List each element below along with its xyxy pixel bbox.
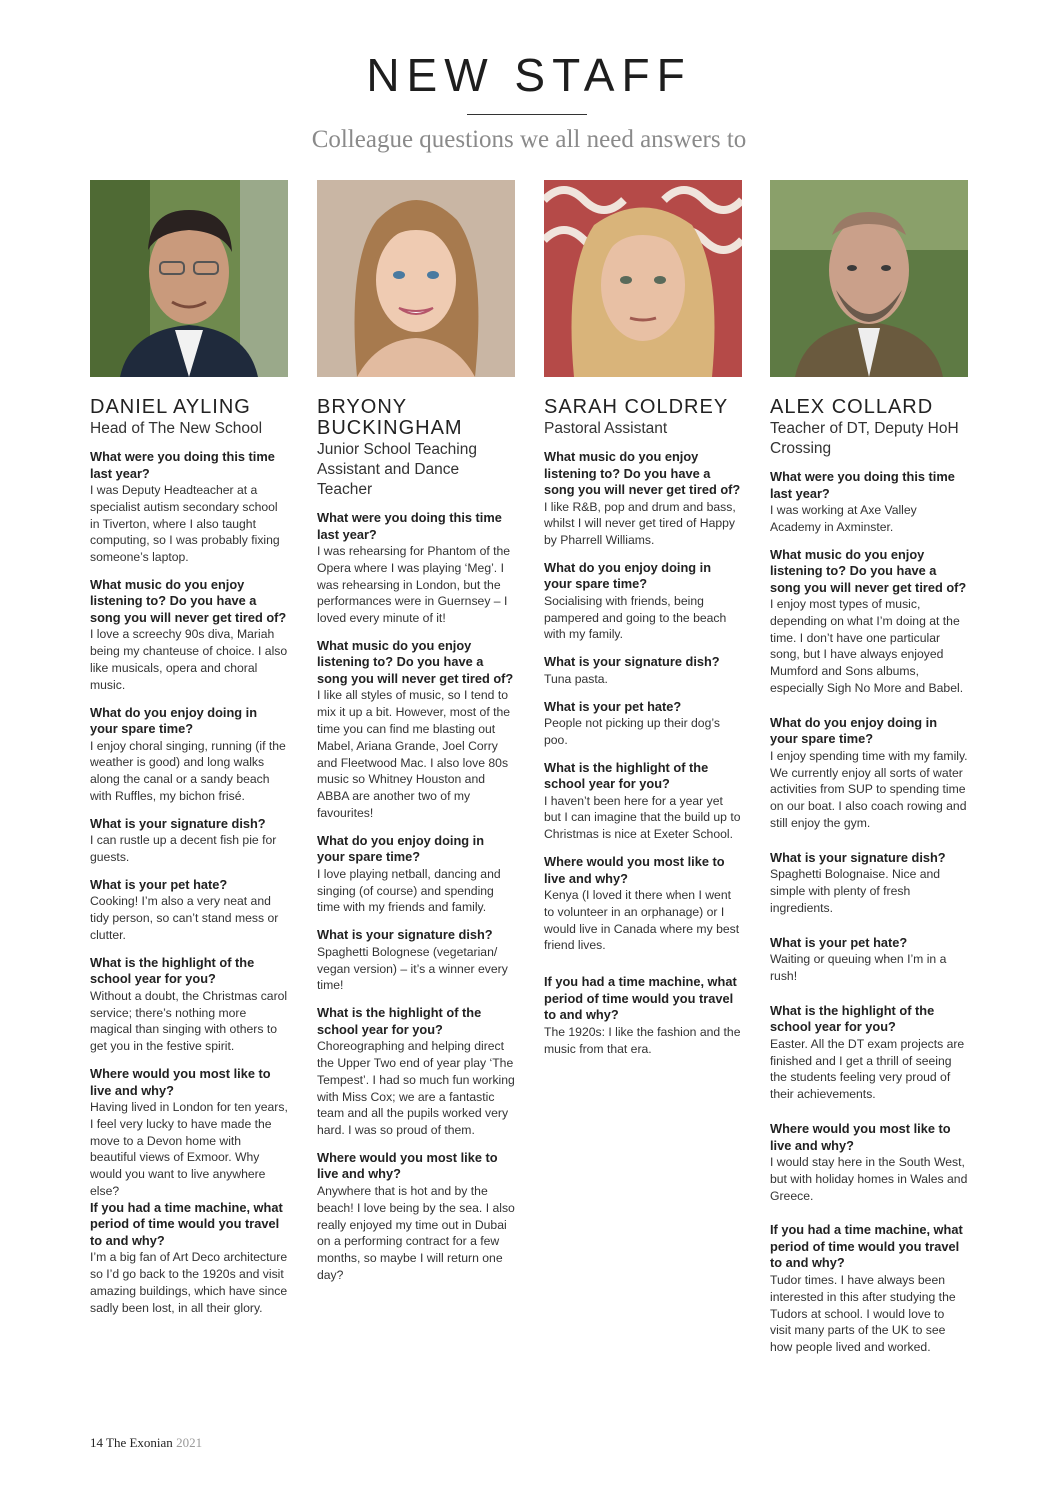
- question: What do you enjoy doing in your spare time?: [544, 559, 712, 592]
- answer: Anywhere that is hot and by the beach! I love being by the sea. I also really enjoyed my time out in Dubai on a performing contract for a few months, so maybe I will return one day?: [317, 1183, 515, 1282]
- qa-item: [317, 833, 515, 916]
- staff-profile: [317, 180, 515, 1295]
- question: What is the highlight of the school year for you?: [770, 1002, 935, 1035]
- answer: Easter. All the DT exam projects are finished and I get a thrill of seeing the students feeling very proud of their achievements.: [770, 1036, 965, 1102]
- question: What music do you enjoy listening to? Do you have a song you will never get tired of?: [317, 637, 514, 686]
- qa-item: [770, 469, 968, 536]
- qa-item: [90, 816, 288, 866]
- staff-profile: [770, 180, 968, 1367]
- qa-item: [544, 449, 742, 549]
- answer: Having lived in London for ten years, I feel very lucky to have made the move to a Devon home with beautiful views of Exmoor. Why would you want to live anywhere else?: [90, 1100, 288, 1199]
- staff-profile: [544, 180, 742, 1068]
- question: What is the highlight of the school year for you?: [544, 759, 709, 792]
- answer: Socialising with friends, being pampered and going to the beach with my family.: [544, 593, 727, 642]
- question: What is your signature dish?: [770, 849, 946, 865]
- question: What is your signature dish?: [544, 654, 720, 670]
- qa-item: [544, 560, 742, 643]
- answer: Without a doubt, the Christmas carol service; there’s nothing more magical than singing with others to get you in the festive spirit.: [90, 988, 288, 1054]
- qa-item: [317, 927, 515, 994]
- qa-item: [770, 547, 968, 697]
- qa-item: [770, 850, 968, 917]
- staff-role: Pastoral Assistant: [544, 420, 668, 437]
- question: What music do you enjoy listening to? Do you have a song you will never get tired of?: [544, 449, 741, 497]
- answer: I’m a big fan of Art Deco architecture so I’d go back to the 1920s and visit amazing buildings, which have since sadly been lost, in all their glory.: [90, 1250, 288, 1315]
- staff-name: SARAH COLDREY: [544, 396, 729, 418]
- answer: I enjoy most types of music, depending on what I’m doing at the time. I don’t have one particular song, but I have always enjoyed Mumford and Sons albums, especially Sigh No More and Babel.: [770, 597, 964, 696]
- page-footer: [90, 1435, 202, 1451]
- answer: Kenya (I loved it there when I went to volunteer in an orphanage) or I would live in Canada where my best friend lives.: [544, 888, 740, 953]
- answer: Cooking! I’m also a very neat and tidy person, so can’t stand mess or clutter.: [90, 894, 279, 943]
- answer: I would stay here in the South West, but with holiday homes in Wales and Greece.: [770, 1155, 968, 1203]
- staff-photo: [544, 180, 742, 377]
- page-subtitle: Colleague questions we all need answers to: [311, 126, 747, 153]
- staff-name: BRYONY BUCKINGHAM: [317, 396, 463, 439]
- question: What is your signature dish?: [317, 927, 493, 943]
- question: What do you enjoy doing in your spare time?: [770, 714, 938, 747]
- publication-name: The Exonian: [106, 1435, 173, 1450]
- answer: I like all styles of music, so I tend to mix it up a bit. However, most of the time you can find me blasting out Mabel, Ariana Grande, Joel Corry and Fleetwood Mac. I also love 80s music so Whitney Houston and ABBA are another two of my favourites!: [317, 688, 511, 821]
- qa-item: [770, 1121, 968, 1204]
- qa-item: [317, 510, 515, 627]
- question: If you had a time machine, what period of time would you travel to and why?: [90, 1199, 283, 1248]
- question: What were you doing this time last year?: [317, 510, 502, 542]
- staff-role: Junior School Teaching Assistant and Dance Teacher: [317, 441, 477, 498]
- qa-item: [317, 1150, 515, 1284]
- answer: I like R&B, pop and drum and bass, whilst I will never get tired of Happy by Pharrell Williams.: [544, 499, 736, 548]
- answer: I was working at Axe Valley Academy in Axminster.: [770, 503, 917, 534]
- answer: Spaghetti Bolognaise. Nice and simple with plenty of fresh ingredients.: [770, 867, 941, 915]
- answer: I love playing netball, dancing and singing (of course) and spending time with my friends and family.: [317, 866, 501, 915]
- answer: I can rustle up a decent fish pie for guests.: [90, 833, 277, 865]
- question: If you had a time machine, what period of time would you travel to and why?: [770, 1222, 963, 1271]
- question: Where would you most like to live and why?: [90, 1066, 271, 1098]
- question: Where would you most like to live and why?: [544, 854, 725, 886]
- answer: People not picking up their dog’s poo.: [544, 716, 720, 747]
- answer: I was rehearsing for Phantom of the Opera where I was playing ‘Meg’. I was rehearsing in London, but the performances were in Guernsey – I loved every minute of it!: [317, 544, 511, 626]
- title-divider: [467, 114, 587, 115]
- staff-photo: [317, 180, 515, 377]
- qa-item: [317, 638, 515, 822]
- qa-item: [770, 715, 968, 832]
- publication-year: 2021: [176, 1435, 203, 1450]
- question: What is your pet hate?: [770, 934, 908, 950]
- page-number: 14: [90, 1435, 103, 1450]
- question: If you had a time machine, what period of time would you travel to and why?: [544, 974, 737, 1023]
- question: What is the highlight of the school year for you?: [317, 1005, 482, 1037]
- staff-photo: [770, 180, 968, 377]
- qa-item: [90, 955, 288, 1055]
- staff-role: Teacher of DT, Deputy HoH Crossing: [770, 420, 959, 457]
- answer: Waiting or queuing when I’m in a rush!: [770, 952, 947, 984]
- answer: I enjoy spending time with my family. We currently enjoy all sorts of water activities from SUP to spending time on our boat. I also coach rowing and still enjoy the gym.: [770, 748, 968, 831]
- qa-item: [544, 854, 742, 954]
- qa-item: [544, 974, 742, 1057]
- page-title: NEW STAFF: [366, 49, 692, 101]
- question: What music do you enjoy listening to? Do you have a song you will never get tired of?: [90, 576, 287, 625]
- qa-item: [544, 760, 742, 843]
- answer: I love a screechy 90s diva, Mariah being my chanteuse of choice. I also like musicals, opera and choral music.: [90, 627, 288, 692]
- answer: Spaghetti Bolognese (vegetarian/ vegan version) – it’s a winner every time!: [317, 944, 508, 993]
- question: What is your signature dish?: [90, 815, 266, 831]
- qa-item: [770, 1222, 968, 1355]
- question: Where would you most like to live and why?: [770, 1121, 951, 1153]
- answer: The 1920s: I like the fashion and the music from that era.: [544, 1024, 741, 1056]
- staff-name: ALEX COLLARD: [770, 396, 934, 418]
- question: What is the highlight of the school year for you?: [90, 954, 255, 987]
- qa-item: [770, 1003, 968, 1103]
- staff-profile: [90, 180, 288, 1328]
- qa-item: [544, 654, 742, 687]
- question: What is your pet hate?: [90, 876, 228, 892]
- staff-role: Head of The New School: [90, 420, 263, 437]
- qa-item: [90, 1200, 288, 1317]
- staff-photo: [90, 180, 288, 377]
- question: Where would you most like to live and why?: [317, 1149, 498, 1182]
- question: What do you enjoy doing in your spare time?: [90, 704, 258, 737]
- question: What were you doing this time last year?: [770, 469, 955, 501]
- staff-name: DANIEL AYLING: [90, 396, 251, 418]
- qa-item: [90, 577, 288, 694]
- qa-item: [90, 877, 288, 944]
- qa-item: [90, 1066, 288, 1200]
- qa-item: [770, 935, 968, 985]
- qa-item: [90, 449, 288, 566]
- answer: I was Deputy Headteacher at a specialist autism secondary school in Tiverton, where I also taught computing, so I was probably fixing someone’s laptop.: [90, 483, 280, 565]
- question: What music do you enjoy listening to? Do you have a song you will never get tired of?: [770, 546, 967, 595]
- answer: Tuna pasta.: [544, 671, 608, 686]
- qa-item: [317, 1005, 515, 1139]
- answer: Choreographing and helping direct the Upper Two end of year play ‘The Tempest’. I had so much fun working with Miss Cox; we are a fantastic team and all the pupils worked very hard. I was so proud of them.: [317, 1039, 515, 1138]
- qa-item: [90, 705, 288, 805]
- answer: I enjoy choral singing, running (if the weather is good) and long walks along the canal or a sandy beach with Ruffles, my bichon frisé.: [90, 738, 286, 804]
- question: What is your pet hate?: [544, 698, 682, 714]
- question: What do you enjoy doing in your spare time?: [317, 832, 485, 865]
- qa-item: [544, 699, 742, 749]
- answer: I haven’t been here for a year yet but I can imagine that the build up to Christmas is nice at Exeter School.: [544, 793, 741, 842]
- question: What were you doing this time last year?: [90, 449, 275, 481]
- answer: Tudor times. I have always been interested in this after studying the Tudors at school. I would love to visit many parts of the UK to see how people lived and worked.: [770, 1272, 956, 1355]
